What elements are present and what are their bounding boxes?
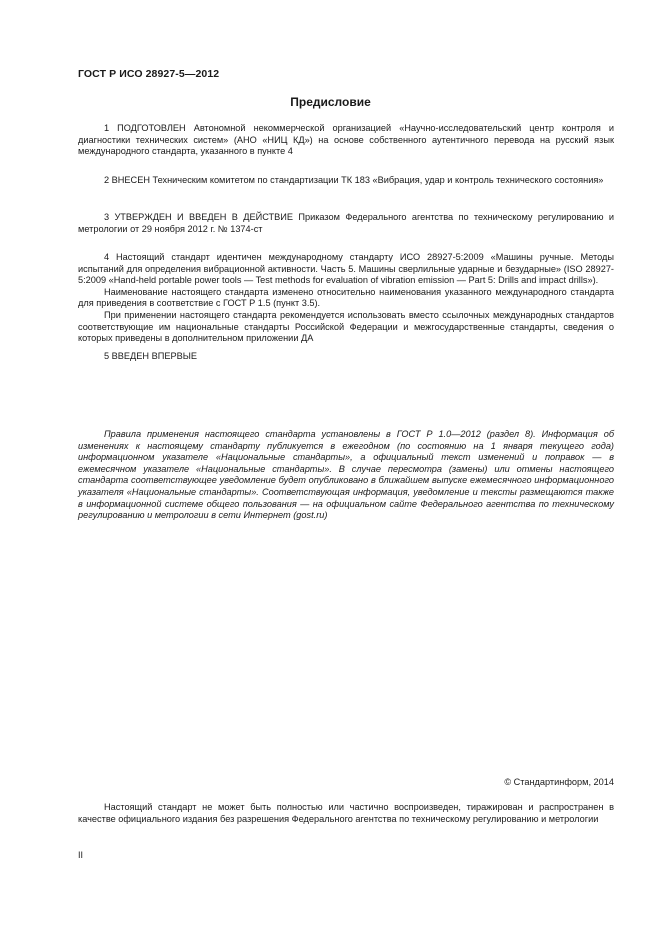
foreword-item-2 xyxy=(78,175,614,187)
foreword-item-3 xyxy=(78,212,614,235)
foreword-item-1 xyxy=(78,123,614,158)
page-title: Предисловие xyxy=(290,95,371,109)
paragraph: 2 ВНЕСЕН Техническим комитетом по стандартизации ТК 183 «Вибрация, удар и контроль технического состояния» xyxy=(104,175,604,185)
copyright-line: © Стандартинформ, 2014 xyxy=(504,777,614,787)
application-rules-note: Правила применения настоящего стандарта установлены в ГОСТ Р 1.0—2012 (раздел 8). Информация об изменениях к настоящему стандарту публикуется в ежегодном (по состоянию на 1 января текущего года) информационном указателе «Национальные стандарты», а официальный текст изменений и поправок — в ежемесячном указателе «Национальные стандарты». В случае пересмотра (замены) или отмены настоящего стандарта соответствующее уведомление будет опубликовано в ближайшем выпуске ежемесячного информационного указателя «Национальные стандарты». Соответствующая информация, уведомление и тексты размещаются также в информационной системе общего пользования — на официальном сайте Федерального агентства по техническому регулированию и метрологии в сети Интернет (gost.ru) xyxy=(78,429,614,521)
reproduction-notice: Настоящий стандарт не может быть полностью или частично воспроизведен, тиражирован и распространен в качестве официального издания без разрешения Федерального агентства по техническому регулированию и метрологии xyxy=(78,802,614,824)
standard-code-header: ГОСТ Р ИСО 28927-5—2012 xyxy=(78,68,220,80)
page-number: II xyxy=(78,850,84,860)
paragraph: Наименование настоящего стандарта изменено относительно наименования указанного международного стандарта для приведения в соответствие с ГОСТ Р 1.5 (пункт 3.5). xyxy=(78,286,614,309)
foreword-item-4 xyxy=(78,252,614,345)
paragraph: 3 УТВЕРЖДЕН И ВВЕДЕН В ДЕЙСТВИЕ Приказом Федерального агентства по техническому регулированию и метрологии от 29 ноября 2012 г. № 1374-ст xyxy=(78,212,614,234)
paragraph: 4 Настоящий стандарт идентичен международному стандарту ИСО 28927-5:2009 «Машины ручные. Методы испытаний для определения вибрационной активности. Часть 5. Машины сверлильные ударные и безударные» (ISO 28927-5:2009 «Hand-held portable power tools — Test methods for evaluation of vibration emission — Part 5: Drills and impact drills»). xyxy=(78,252,614,286)
paragraph: 5 ВВЕДЕН ВПЕРВЫЕ xyxy=(104,351,197,361)
paragraph: При применении настоящего стандарта рекомендуется использовать вместо ссылочных международных стандартов соответствующие им национальные стандарты Российской Федерации и межгосударственные стандарты, сведения о которых приведены в дополнительном приложении ДА xyxy=(78,309,614,344)
foreword-item-5 xyxy=(78,351,614,363)
paragraph: 1 ПОДГОТОВЛЕН Автономной некоммерческой организацией «Научно-исследовательский центр контроля и диагностики технических систем» (АНО «НИЦ КД») на основе собственного аутентичного перевода на русский язык международного стандарта, указанного в пункте 4 xyxy=(78,123,614,157)
